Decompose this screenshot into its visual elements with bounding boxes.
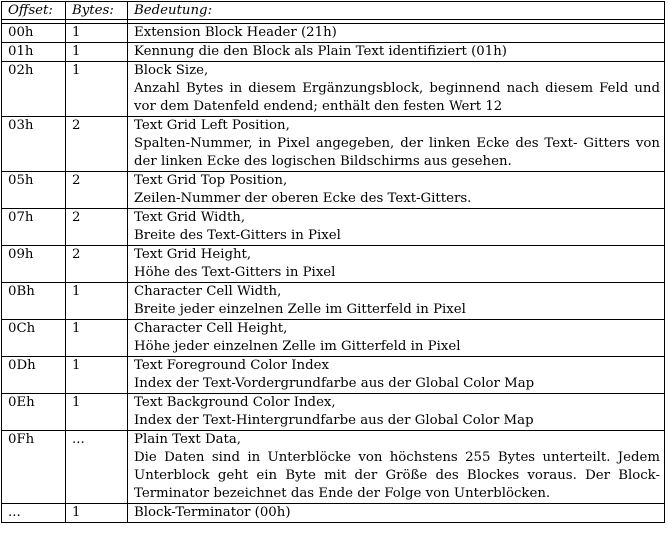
meaning-cell	[128, 24, 665, 43]
field-name: Character Cell Height,	[134, 321, 288, 336]
field-description-line: Anzahl Bytes in diesem Ergänzungsblock, beginnend nach diesem Feld und	[134, 81, 660, 96]
table-body	[2, 24, 665, 523]
field-description-line: Spalten-Nummer, in Pixel angegeben, der linken Ecke des Text- Gitters von	[134, 136, 660, 151]
header-offset: Offset:	[2, 2, 66, 20]
field-description-line: Höhe jeder einzelnen Zelle im Gitterfeld in Pixel	[134, 339, 461, 354]
meaning-cell	[128, 209, 665, 246]
field-description-line: Breite des Text-Gitters in Pixel	[134, 228, 341, 243]
bytes-cell: 1	[66, 24, 128, 43]
header-bytes: Bytes:	[66, 2, 128, 20]
bytes-cell: ...	[66, 431, 128, 504]
offset-cell: 01h	[2, 43, 66, 62]
table-header	[2, 2, 665, 24]
bytes-cell: 1	[66, 320, 128, 357]
field-name: Character Cell Width,	[134, 284, 282, 299]
table-row	[2, 117, 665, 172]
offset-cell: 0Ch	[2, 320, 66, 357]
table-row	[2, 320, 665, 357]
table-row	[2, 394, 665, 431]
field-name: Text Grid Left Position,	[134, 118, 290, 133]
table-row	[2, 62, 665, 117]
field-name: Plain Text Data,	[134, 432, 242, 447]
header-meaning: Bedeutung:	[128, 2, 665, 20]
field-description-line: Die Daten sind in Unterblöcke von höchstens 255 Bytes unterteilt. Jedem	[134, 450, 660, 465]
offset-cell: 0Dh	[2, 357, 66, 394]
table-row	[2, 357, 665, 394]
meaning-cell	[128, 62, 665, 117]
bytes-cell: 2	[66, 209, 128, 246]
field-name: Extension Block Header (21h)	[134, 25, 337, 40]
meaning-cell	[128, 246, 665, 283]
field-name: Text Background Color Index,	[134, 395, 336, 410]
field-description-line: Terminator bezeichnet das Ende der Folge von Unterblöcken.	[134, 486, 551, 501]
meaning-cell	[128, 431, 665, 504]
offset-cell: 0Eh	[2, 394, 66, 431]
meaning-cell	[128, 283, 665, 320]
bytes-cell: 2	[66, 246, 128, 283]
meaning-cell	[128, 320, 665, 357]
field-name: Block Size,	[134, 63, 209, 78]
meaning-cell	[128, 172, 665, 209]
offset-cell: 0Bh	[2, 283, 66, 320]
bytes-cell: 1	[66, 62, 128, 117]
meaning-cell	[128, 504, 665, 523]
field-description-line: Unterblock geht ein Byte mit der Größe des Blockes voraus. Der Block-	[134, 468, 660, 483]
offset-cell: 00h	[2, 24, 66, 43]
field-name: Text Foreground Color Index	[134, 358, 329, 373]
field-description-line: Zeilen-Nummer der oberen Ecke des Text-Gitters.	[134, 191, 472, 206]
field-name: Block-Terminator (00h)	[134, 505, 291, 520]
table-row	[2, 172, 665, 209]
meaning-cell	[128, 43, 665, 62]
offset-cell: 03h	[2, 117, 66, 172]
field-name: Text Grid Width,	[134, 210, 246, 225]
field-name: Kennung die den Block als Plain Text identifiziert (01h)	[134, 44, 507, 59]
field-description-line: Höhe des Text-Gitters in Pixel	[134, 265, 336, 280]
meaning-cell	[128, 117, 665, 172]
table-row	[2, 283, 665, 320]
table-row	[2, 24, 665, 43]
field-description-line: Breite jeder einzelnen Zelle im Gitterfeld in Pixel	[134, 302, 466, 317]
table-row	[2, 209, 665, 246]
bytes-cell: 1	[66, 43, 128, 62]
table-row	[2, 246, 665, 283]
bytes-cell: 2	[66, 117, 128, 172]
meaning-cell	[128, 394, 665, 431]
bytes-cell: 2	[66, 172, 128, 209]
bytes-cell: 1	[66, 504, 128, 523]
meaning-cell	[128, 357, 665, 394]
bytes-cell: 1	[66, 394, 128, 431]
field-description-line: vor dem Datenfeld endend; enthält den festen Wert 12	[134, 99, 503, 114]
table-row	[2, 43, 665, 62]
bytes-cell: 1	[66, 357, 128, 394]
offset-cell: 07h	[2, 209, 66, 246]
bytes-cell: 1	[66, 283, 128, 320]
plain-text-extension-table	[1, 1, 665, 523]
field-description-line: Index der Text-Vordergrundfarbe aus der Global Color Map	[134, 376, 535, 391]
field-description-line: der linken Ecke des logischen Bildschirms aus gesehen.	[134, 154, 512, 169]
field-name: Text Grid Top Position,	[134, 173, 288, 188]
offset-cell: 02h	[2, 62, 66, 117]
table-row	[2, 431, 665, 504]
offset-cell: ...	[2, 504, 66, 523]
offset-cell: 0Fh	[2, 431, 66, 504]
field-name: Text Grid Height,	[134, 247, 252, 262]
offset-cell: 05h	[2, 172, 66, 209]
table-row	[2, 504, 665, 523]
field-description-line: Index der Text-Hintergrundfarbe aus der Global Color Map	[134, 413, 534, 428]
offset-cell: 09h	[2, 246, 66, 283]
